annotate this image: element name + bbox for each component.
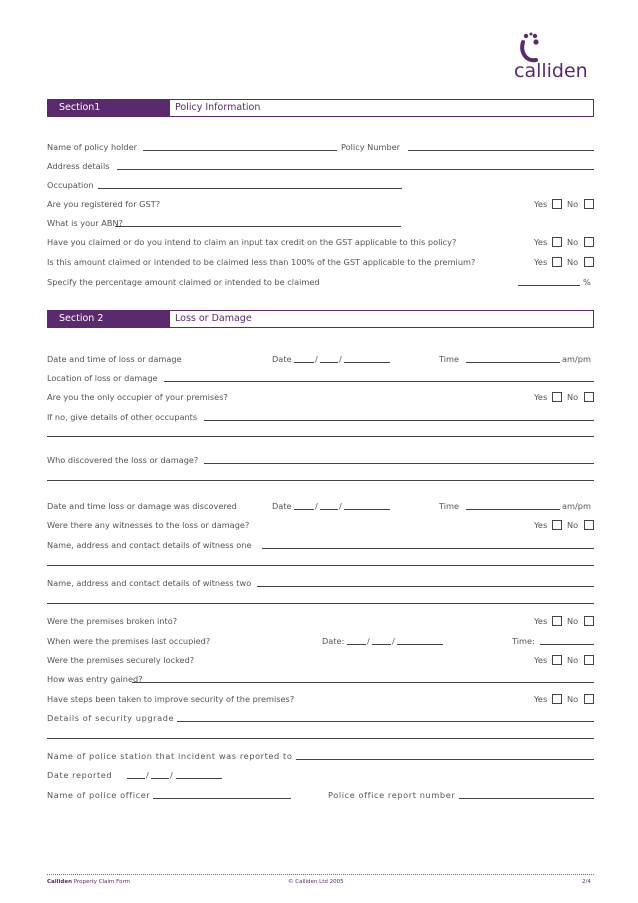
- witness-one-field-line2[interactable]: [47, 565, 594, 566]
- security-upgrade-field-line2[interactable]: [47, 738, 594, 739]
- witnesses-yes-label: Yes: [534, 520, 548, 530]
- percentage-field[interactable]: [518, 285, 580, 286]
- only-occupier-no-checkbox[interactable]: [584, 392, 594, 402]
- footer-brand: Calliden: [47, 879, 72, 885]
- policy-number-label: Policy Number: [341, 142, 401, 152]
- broken-into-no-label: No: [567, 616, 579, 626]
- discovered-date-label: Date: [272, 501, 292, 511]
- loss-date-day-field[interactable]: [294, 362, 314, 363]
- broken-into-yes-checkbox[interactable]: [552, 616, 562, 626]
- witness-one-field[interactable]: [262, 548, 594, 549]
- less-than-yes-label: Yes: [534, 257, 548, 267]
- last-occupied-month-field[interactable]: [372, 644, 391, 645]
- section2-number: Section 2: [48, 311, 170, 327]
- police-officer-label: Name of police officer: [47, 790, 151, 800]
- policy-holder-field[interactable]: [143, 150, 337, 151]
- discovered-date-slash-2: /: [339, 501, 342, 511]
- steps-taken-yes-checkbox[interactable]: [552, 694, 562, 704]
- date-reported-month-field[interactable]: [151, 778, 169, 779]
- only-occupier-no-label: No: [567, 392, 579, 402]
- loss-ampm-label: am/pm: [562, 354, 591, 364]
- footer-brand-line: [47, 879, 130, 885]
- gst-yes-checkbox[interactable]: [552, 199, 562, 209]
- loss-time-field[interactable]: [466, 362, 560, 363]
- other-occupants-field[interactable]: [204, 420, 594, 421]
- steps-taken-yes-label: Yes: [534, 694, 548, 704]
- police-officer-field[interactable]: [153, 798, 291, 799]
- entry-gained-field[interactable]: [132, 682, 594, 683]
- date-discovered-label: Date and time loss or damage was discovered: [47, 501, 237, 511]
- steps-taken-no-checkbox[interactable]: [584, 694, 594, 704]
- date-time-loss-label: Date and time of loss or damage: [47, 354, 182, 364]
- loss-date-month-field[interactable]: [320, 362, 338, 363]
- securely-locked-no-label: No: [567, 655, 579, 665]
- who-discovered-label: Who discovered the loss or damage?: [47, 455, 199, 465]
- abn-field[interactable]: [115, 226, 401, 227]
- input-tax-yes-checkbox[interactable]: [552, 237, 562, 247]
- last-occupied-year-field[interactable]: [397, 644, 443, 645]
- percent-sign: %: [583, 277, 591, 287]
- gst-no-label: No: [567, 199, 579, 209]
- gst-yes-label: Yes: [534, 199, 548, 209]
- date-reported-label: Date reported: [47, 770, 113, 780]
- last-occupied-day-field[interactable]: [347, 644, 366, 645]
- only-occupier-yes-checkbox[interactable]: [552, 392, 562, 402]
- steps-taken-label: Have steps been taken to improve security of the premises?: [47, 694, 295, 704]
- other-occupants-label: If no, give details of other occupants: [47, 412, 198, 422]
- section2-header: [47, 310, 594, 328]
- occupation-label: Occupation: [47, 180, 94, 190]
- address-label: Address details: [47, 161, 110, 171]
- security-upgrade-field[interactable]: [177, 721, 594, 722]
- discovered-ampm-label: am/pm: [562, 501, 591, 511]
- last-occupied-date-label: Date:: [322, 636, 345, 646]
- report-number-label: Police office report number: [328, 790, 456, 800]
- discovered-time-field[interactable]: [466, 509, 560, 510]
- only-occupier-label: Are you the only occupier of your premises?: [47, 392, 228, 402]
- footer-page-number: 2/4: [582, 879, 591, 885]
- less-than-label: Is this amount claimed or intended to be claimed less than 100% of the GST applicable to the premium?: [47, 257, 476, 267]
- footer-copyright: © Calliden Ltd 2005: [288, 879, 344, 885]
- witness-two-field[interactable]: [257, 586, 594, 587]
- witnesses-label: Were there any witnesses to the loss or damage?: [47, 520, 250, 530]
- last-occupied-time-field[interactable]: [540, 644, 594, 645]
- input-tax-yes-label: Yes: [534, 237, 548, 247]
- less-than-no-label: No: [567, 257, 579, 267]
- address-field[interactable]: [117, 169, 594, 170]
- input-tax-label: Have you claimed or do you intend to claim an input tax credit on the GST applicable to this policy?: [47, 237, 457, 247]
- broken-into-label: Were the premises broken into?: [47, 616, 178, 626]
- input-tax-no-checkbox[interactable]: [584, 237, 594, 247]
- witness-two-label: Name, address and contact details of witness two: [47, 578, 252, 588]
- last-occupied-slash-1: /: [367, 636, 370, 646]
- input-tax-no-label: No: [567, 237, 579, 247]
- steps-taken-no-label: No: [567, 694, 579, 704]
- last-occupied-label: When were the premises last occupied?: [47, 636, 211, 646]
- loss-date-slash-2: /: [339, 354, 342, 364]
- last-occupied-time-label: Time:: [512, 636, 535, 646]
- section1-header: [47, 99, 594, 117]
- section1-number: Section1: [48, 100, 170, 116]
- logo-wordmark: calliden: [514, 60, 588, 82]
- date-reported-slash-2: /: [170, 770, 173, 780]
- section1-title: Policy Information: [175, 102, 261, 113]
- witness-one-label: Name, address and contact details of witness one: [47, 540, 252, 550]
- discovered-date-day-field[interactable]: [294, 509, 314, 510]
- securely-locked-yes-label: Yes: [534, 655, 548, 665]
- broken-into-no-checkbox[interactable]: [584, 616, 594, 626]
- who-discovered-field-line2[interactable]: [47, 480, 594, 481]
- other-occupants-field-line2[interactable]: [47, 436, 594, 437]
- police-station-label: Name of police station that incident was reported to: [47, 751, 293, 761]
- discovered-date-month-field[interactable]: [320, 509, 338, 510]
- location-field[interactable]: [164, 381, 594, 382]
- footer-form-name: Property Claim Form: [73, 879, 130, 885]
- securely-locked-yes-checkbox[interactable]: [552, 655, 562, 665]
- loss-date-label: Date: [272, 354, 292, 364]
- security-upgrade-label: Details of security upgrade: [47, 713, 175, 723]
- discovered-date-slash-1: /: [315, 501, 318, 511]
- abn-label: What is your ABN?: [47, 218, 123, 228]
- broken-into-yes-label: Yes: [534, 616, 548, 626]
- less-than-yes-checkbox[interactable]: [552, 257, 562, 267]
- calliden-logo: [514, 28, 594, 84]
- witnesses-no-checkbox[interactable]: [584, 520, 594, 530]
- loss-date-year-field[interactable]: [344, 362, 390, 363]
- less-than-no-checkbox[interactable]: [584, 257, 594, 267]
- securely-locked-no-checkbox[interactable]: [584, 655, 594, 665]
- who-discovered-field[interactable]: [204, 463, 594, 464]
- date-reported-day-field[interactable]: [127, 778, 145, 779]
- gst-label: Are you registered for GST?: [47, 199, 161, 209]
- report-number-field[interactable]: [459, 798, 594, 799]
- date-reported-slash-1: /: [146, 770, 149, 780]
- loss-time-label: Time: [439, 354, 460, 364]
- discovered-time-label: Time: [439, 501, 460, 511]
- date-reported-year-field[interactable]: [176, 778, 222, 779]
- last-occupied-slash-2: /: [392, 636, 395, 646]
- section2-title: Loss or Damage: [175, 313, 252, 324]
- loss-date-slash-1: /: [315, 354, 318, 364]
- only-occupier-yes-label: Yes: [534, 392, 548, 402]
- percentage-label: Specify the percentage amount claimed or intended to be claimed: [47, 277, 320, 287]
- police-station-field[interactable]: [296, 759, 594, 760]
- witness-two-field-line2[interactable]: [47, 603, 594, 604]
- location-label: Location of loss or damage: [47, 373, 158, 383]
- occupation-field[interactable]: [98, 188, 402, 189]
- gst-no-checkbox[interactable]: [584, 199, 594, 209]
- policy-number-field[interactable]: [408, 150, 594, 151]
- entry-gained-label: How was entry gained?: [47, 674, 143, 684]
- policy-holder-label: Name of policy holder: [47, 142, 138, 152]
- witnesses-yes-checkbox[interactable]: [552, 520, 562, 530]
- witnesses-no-label: No: [567, 520, 579, 530]
- discovered-date-year-field[interactable]: [344, 509, 390, 510]
- securely-locked-label: Were the premises securely locked?: [47, 655, 195, 665]
- footer-rule: [47, 874, 594, 875]
